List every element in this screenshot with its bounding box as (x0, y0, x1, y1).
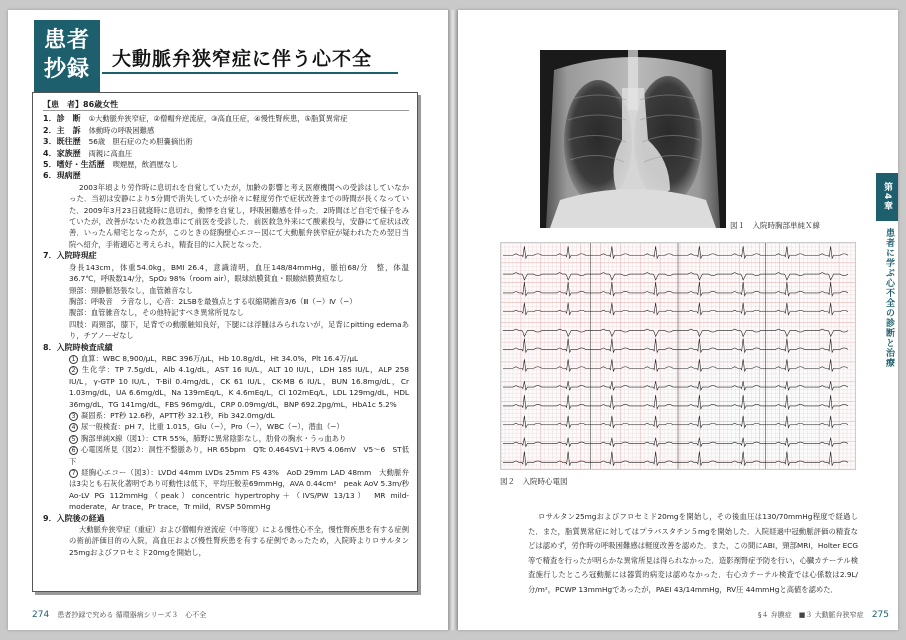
case-item-text: 喫煙歴，飲酒歴なし (112, 160, 179, 170)
ecg-lead-trace (503, 282, 848, 296)
case-abstract-badge (34, 20, 100, 92)
case-item (43, 159, 409, 170)
case-item-label: 現病歴 (56, 171, 81, 181)
lab-result-item (43, 433, 409, 444)
left-footer (32, 610, 206, 620)
circled-number: 7 (69, 469, 78, 478)
lab-result-text: 胸部単純X線（図1）：CTR 55%，肺野に異常陰影なし，肋骨の胸水・うっ血あり (81, 433, 347, 443)
series-title: 患者抄録で究める 循環器病シリーズ３ 心不全 (57, 611, 207, 619)
ecg-lead-trace (503, 273, 848, 280)
case-item-number: 3． (43, 137, 57, 147)
ecg-lead-trace (503, 395, 848, 409)
lab-result-item (43, 410, 409, 421)
patient-header: 【患 者】86歳女性 (43, 100, 119, 109)
lab-result-text: 経胸心エコー（図3）：LVDd 44mm LVDs 25mm FS 43% AoD 29mm LAD 48mm 大動脈弁は3尖とも石灰化著明であり可動性は低下，平均圧較差69mmHg，AVA 0.44cm² peak AoV 5.3m/秒 Ao-LV PG 112mmHg（peak）concentric hypertrophy＋（IVS/PW 13/13） MR mild-moderate，Ar trace，Pr trace，Tr mild，RVSP 50mmHg (69, 468, 409, 512)
lab-result-text: 尿一般検査：pH 7，比重 1.015，Glu（−），Pro（−），WBC（−），潜血（−） (81, 422, 344, 432)
lab-result-item (43, 364, 409, 410)
circled-number: 6 (69, 446, 78, 455)
case-item-text: 体動時の呼吸困難感 (88, 125, 155, 135)
course-continuation-text (528, 510, 858, 598)
chest-xray-image (540, 50, 726, 228)
header-divider (43, 110, 409, 111)
circled-number: 5 (69, 435, 78, 444)
admission-finding: 腹部：血管雑音なし，その他特記すべき異常所見なし (69, 308, 244, 318)
case-item-number: 2． (43, 125, 57, 135)
ecg-lead-trace (503, 246, 848, 258)
case-item (43, 125, 409, 136)
lab-result-text: 血算：WBC 8,900/μL，RBC 396万/μL，Hb 10.8g/dL，Ht 34.0%，Plt 16.4万/μL (81, 353, 359, 363)
lab-result-item (43, 444, 409, 467)
ecg-lead-trace (503, 339, 848, 353)
case-item-number: 1． (43, 114, 57, 124)
admission-finding: 四肢：両頸部，膝下，足背での動脈触知良好，下腿には浮腫はみられないが，足背にpitting edemaあり，チアノーゼなし (69, 319, 409, 341)
chapter-tab: 第4章 (876, 173, 898, 221)
clinical-course-heading: 9．入院後の経過 (43, 513, 105, 523)
admission-finding: 身長143cm，体重54.0kg，BMI 26.4，意識清明，血圧148/84mmHg，脈拍68/分 整，体温36.7℃，呼吸数14/分，SpO₂ 98%（room air），眼球結膜貧血・眼瞼結膜黄疸なし (69, 262, 409, 284)
case-item-label: 家族歴 (56, 148, 81, 158)
ecg-tracing (500, 242, 856, 470)
case-item-number: 5． (43, 160, 57, 170)
admission-findings (43, 262, 409, 342)
page-title: 大動脈弁狭窄症に伴う心不全 (112, 48, 373, 70)
figure2-caption: 図２ 入院時心電図 (500, 477, 568, 486)
circled-number: 2 (69, 366, 78, 375)
lab-result-text: 心電図所見（図2）：洞性不整脈あり，HR 65bpm QTc 0.464SV1＋RV5 4.06mV V5〜6 ST低下 (69, 445, 409, 466)
case-item-text: 両親に高血圧 (88, 148, 133, 158)
badge-line-2: 抄録 (43, 56, 90, 82)
right-page-number: 275 (871, 610, 889, 620)
case-item-number: 4． (43, 148, 57, 158)
left-page (8, 10, 448, 630)
case-item-label: 嗜好・生活歴 (56, 160, 105, 170)
admission-finding: 胸部：呼吸音 ラ音なし，心音：2LSBを最強点とする収縮期雑音3/6（Ⅲ（−）Ⅳ（−） (69, 296, 357, 306)
clinical-course-text: 大動脈弁狭窄症（重症）および僧帽弁逆流症（中等度）による慢性心不全，慢性腎疾患を有する症例の術前評価目的の入院，高血圧および慢性腎疾患を有する症例であったため，入院時よりロサルタン25mgおよびフロセミド20mgを開始し， (69, 525, 409, 557)
case-item (43, 170, 409, 181)
ecg-lead-trace (503, 303, 848, 315)
section-label: §４ 弁膜症 ■３ 大動脈弁狭窄症 (758, 611, 864, 619)
case-item-text: ①大動脈弁狭窄症，②僧帽弁逆流症，③高血圧症，④慢性腎疾患，⑤脂質異常症 (88, 114, 348, 124)
case-item-text: 56歳 胆石症のため胆嚢摘出術 (88, 137, 193, 147)
admission-finding: 頸部：頸静脈怒張なし，血管雑音なし (69, 285, 194, 295)
case-item (43, 136, 409, 147)
right-footer (758, 610, 889, 620)
case-item-label: 既往歴 (56, 137, 81, 147)
case-item-number: 6． (43, 171, 57, 181)
book-side-title: 患者に学ぶ心不全の診断と治療 (884, 228, 894, 368)
left-page-number: 274 (32, 610, 50, 620)
lab-result-item (43, 467, 409, 513)
right-page (458, 10, 898, 630)
ecg-lead-trace (503, 381, 848, 390)
circled-number: 1 (69, 355, 78, 364)
circled-number: 3 (69, 412, 78, 421)
case-item (43, 148, 409, 159)
lab-result-item (43, 353, 409, 364)
figure1-caption: 図１ 入院時胸部単純Ｘ線 (730, 221, 820, 230)
case-item-label: 診 断 (56, 114, 81, 124)
lab-result-item (43, 421, 409, 432)
title-bar (102, 34, 398, 74)
present-illness-text: 2003年頃より労作時に息切れを自覚していたが，加齢の影響と考え医療機関への受診はしていなかった．当初は安静により5分間で消失していたが徐々に軽度労作で症状改善までの時間が長くなっていた．2009年3月23日就寝時に息切れ，動悸を自覚し，呼吸困難感を伴った．2時間ほど自宅で様子をみていたが，改善がないため救急車にて前医を受診した．前医救急外来にて酸素投与，安静にて症状は改善．いったん帰宅となったが，このときの経胸壁心エコー図にて大動脈弁狭窄症が疑われたため翌日当院へ紹介，手術適応と考えられ，精査目的に入院となった． (69, 182, 409, 249)
case-item (43, 113, 409, 124)
ecg-lead-trace (503, 452, 848, 466)
lab-result-text: 生化学：TP 7.5g/dL，Alb 4.1g/dL，AST 16 IU/L，ALT 10 IU/L，LDH 185 IU/L，ALP 258 IU/L，γ-GTP 10 IU/L，T-Bil 0.4mg/dL，CK 61 IU/L，CK-MB 6 IU/L，BUN 16.8mg/dL，Cr 1.03mg/dL，UA 6.6mg/dL，Na 139mEq/L，K 4.6mEq/L，Cl 102mEq/L，LDL 129mg/dL，HDL 36mg/dL，TG 141mg/dL，FBS 96mg/dL，CRP 0.09mg/dL，BNP 692.2pg/mL，HbA1c 5.2% (69, 365, 409, 409)
case-summary-box (32, 92, 418, 592)
case-items (43, 113, 409, 181)
ecg-lead-trace (503, 359, 848, 371)
book-spine (448, 10, 458, 630)
circled-number: 4 (69, 423, 78, 432)
lab-result-text: 凝固系：PT秒 12.6秒，APTT秒 32.1秒，Fib 342.0mg/dL (81, 410, 275, 420)
case-item-label: 主 訴 (56, 125, 81, 135)
ecg-lead-trace (503, 416, 848, 428)
badge-line-1: 患者 (43, 27, 90, 53)
lab-results (43, 353, 409, 513)
lab-results-heading: 8．入院時検査成績 (43, 342, 113, 352)
admission-findings-heading: 7．入院時現症 (43, 251, 97, 261)
course-paragraph: ロサルタン25mgおよびフロセミド20mgを開始し，その後血圧は130/70mmHg程度で経過した．また，脂質異常症に対してはプラバスタチン５mgを開始した．入院経過中冠動脈評価の精査などは認めず，労作時の呼吸困難感は軽度改善を認めた．また，この間にABI，頸部MRI，Holter ECG等で精査を行ったが明らかな異常所見は得られなかった．造影剤腎症予防を行い，心臓カテーテル検査施行したところ冠動脈には器質的病変は認めなかった．右心カテーテル検査では心係数は2.9L/分/m²，PCWP 13mmHgであったが，PAEI 43/14mmHg，RV圧 44mmHgと高値を認めた． (528, 512, 858, 594)
